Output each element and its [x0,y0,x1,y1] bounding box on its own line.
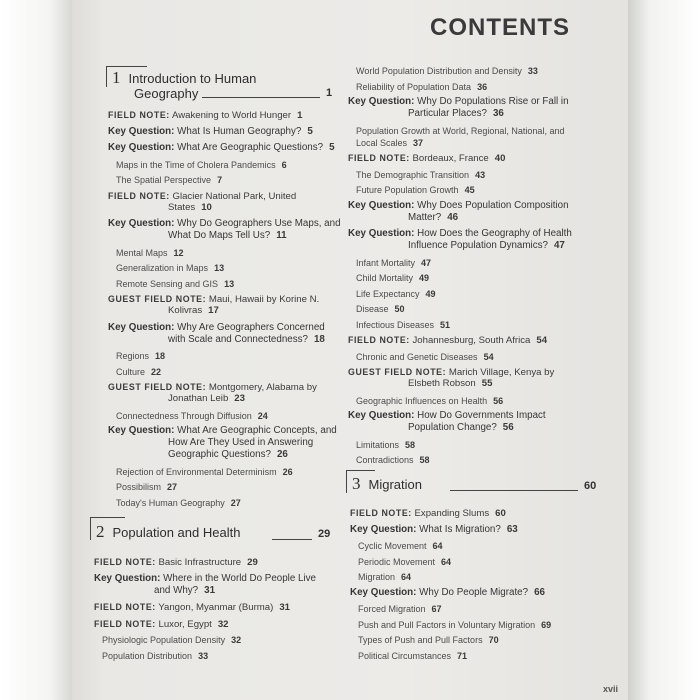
entry-tag: FIELD NOTE: [94,557,156,567]
entry-text: Disease [356,304,389,314]
entry-page: 32 [217,618,229,630]
key-question-entry [348,228,572,240]
key-question-entry [408,212,458,224]
entry-tag: FIELD NOTE: [108,190,170,201]
entry-text: The Demographic Transition [356,169,470,180]
chapter-1-rule [202,97,320,98]
key-question-entry [168,334,325,346]
section-entry [356,272,429,284]
entry-page: 56 [502,422,514,433]
key-question-entry [348,410,546,422]
entry-tag: GUEST FIELD NOTE: [348,367,447,377]
entry-text: Local Scales [356,137,408,148]
page-folio: xvii [602,684,618,694]
entry-page: 6 [281,159,287,170]
entry-text: Awakening to World Hunger [171,110,292,121]
section-entry [356,454,430,466]
entry-tag: FIELD NOTE: [350,508,412,518]
entry-tag: FIELD NOTE: [348,153,410,163]
entry-page: 47 [553,240,565,251]
chapter-1-number: 1 [112,68,121,87]
entry-page: 46 [447,211,459,223]
key-question-entry [350,524,518,536]
entry-page: 54 [536,335,548,346]
entry-page: 64 [441,556,452,567]
entry-text: Particular Places? [408,108,487,119]
entry-text: and Why? [154,584,199,596]
entry-page: 27 [230,497,241,508]
key-question-entry [94,573,316,585]
chapter-3-heading [352,474,422,494]
entry-text: Periodic Movement [358,556,436,567]
chapter-1-heading [112,68,256,88]
section-entry [358,571,411,583]
entry-text: World Population Distribution and Density [356,66,522,76]
entry-text: Why Do People Migrate? [419,586,529,598]
section-entry [358,634,499,646]
section-entry [358,619,551,631]
entry-text: Chronic and Genetic Diseases [356,351,478,362]
key-question-entry [348,96,569,108]
chapter-3-page: 60 [584,480,597,492]
page-title: CONTENTS [430,14,570,41]
section-entry [116,350,165,362]
entry-tag: GUEST FIELD NOTE: [108,382,207,392]
entry-text: Infectious Diseases [356,319,435,330]
entry-text: Bordeaux, France [412,153,489,164]
chapter-2-number: 2 [96,522,105,541]
section-entry [116,278,234,290]
section-entry [358,556,451,568]
entry-text: Why Are Geographers Concerned [177,321,325,333]
key-question-entry [108,218,341,230]
entry-tag: FIELD NOTE: [108,110,170,120]
entry-text: What Are Geographic Concepts, and [177,425,337,436]
entry-text: Kolivras [168,305,203,316]
entry-tag: FIELD NOTE: [94,602,156,612]
section-entry [116,262,224,274]
entry-text: Where in the World Do People Live [163,572,316,584]
entry-text: What Are Geographic Questions? [177,142,324,153]
key-question-entry [408,240,565,252]
entry-text: Types of Push and Pull Factors [358,635,483,645]
entry-text: How Are They Used in Answering [168,437,314,448]
entry-page: 31 [204,584,216,596]
entry-page: 11 [276,230,287,241]
contents-page [72,0,628,700]
entry-tag: Key Question: [108,425,175,436]
chapter-1-title-line1: Introduction to Human [128,71,257,86]
entry-text: Remote Sensing and GIS [116,278,219,289]
entry-page: 37 [413,137,424,148]
entry-page: 13 [214,263,225,273]
chapter-1-page: 1 [326,87,333,99]
entry-page: 18 [313,333,325,345]
entry-text: Population Change? [408,422,497,433]
entry-tag: Key Question: [108,321,175,333]
section-entry [358,540,443,552]
entry-text: Why Does Population Composition [417,199,569,211]
entry-page: 12 [173,247,184,258]
entry-page: 26 [282,466,293,477]
entry-tag: Key Question: [348,410,415,421]
entry-text: Political Circumstances [358,650,452,661]
entry-text: Mental Maps [116,247,168,258]
section-entry [356,439,415,451]
entry-tag: Key Question: [108,142,175,153]
entry-page: 27 [167,482,178,492]
section-entry [356,184,475,196]
entry-page: 36 [492,108,504,119]
entry-tag: Key Question: [108,125,175,137]
entry-text: Montgomery, Alabama by [208,382,317,393]
entry-text: Migration [358,572,396,582]
key-question-entry [168,437,313,449]
section-entry [356,303,405,315]
section-entry [356,169,485,181]
entry-page: 13 [224,278,235,289]
section-entry [356,257,431,269]
entry-text: Physiologic Population Density [102,635,226,645]
entry-text: Forced Migration [358,604,426,614]
entry-page: 55 [481,378,493,389]
key-question-entry [108,322,325,334]
chapter-3-number: 3 [352,474,361,493]
chapter-1-heading-line2 [134,86,198,101]
entry-text: Limitations [356,439,400,450]
right-margin [628,0,700,700]
field-note-entry [348,334,547,347]
key-question-entry [108,126,313,138]
field-note-entry [94,618,229,631]
entry-page: 5 [307,125,313,137]
chapter-1-title-line2: Geography [134,86,199,101]
entry-text: Contradictions [356,455,414,465]
entry-text: Elsbeth Robson [408,378,476,389]
entry-page: 64 [401,572,412,582]
entry-text: Generalization in Maps [116,263,209,273]
section-entry [356,137,423,149]
entry-page: 40 [494,153,506,164]
chapter-2-heading [96,522,240,542]
key-question-entry [408,422,514,434]
section-entry [116,466,293,478]
chapter-2-page: 29 [318,528,331,540]
field-note-entry [108,109,302,122]
entry-text: Geographic Questions? [168,449,271,460]
chapter-3-title: Migration [368,477,422,492]
key-question-entry [350,587,545,599]
entry-text: Expanding Slums [414,508,490,519]
entry-page: 33 [527,66,538,76]
key-question-entry [154,585,215,597]
entry-page: 1 [297,110,303,121]
field-note-entry [168,202,212,214]
entry-page: 66 [534,586,545,598]
entry-tag: Key Question: [348,199,415,211]
entry-page: 29 [247,557,258,568]
section-entry [356,319,450,331]
entry-page: 56 [493,395,504,406]
entry-text: Why Do Populations Rise or Fall in [417,96,569,107]
section-entry [116,366,161,378]
entry-text: Possibilism [116,482,162,492]
entry-text: Infant Mortality [356,257,416,268]
entry-text: with Scale and Connectedness? [168,333,308,345]
field-note-entry [94,556,258,569]
entry-text: How Does the Geography of Health [417,228,572,239]
entry-tag: Key Question: [348,228,415,239]
section-entry [116,497,241,509]
entry-text: Influence Population Dynamics? [408,240,548,251]
section-entry [358,603,442,615]
entry-text: Matter? [408,211,442,223]
entry-page: 47 [421,257,432,268]
entry-text: Connectedness Through Diffusion [116,410,252,421]
entry-page: 10 [201,201,212,213]
entry-page: 24 [257,410,268,421]
entry-page: 54 [483,351,494,362]
entry-text: Population Distribution [102,650,193,661]
entry-text: Maui, Hawaii by Korine N. [208,294,320,305]
entry-text: Culture [116,366,146,377]
entry-page: 58 [419,455,430,465]
entry-text: Child Mortality [356,273,414,283]
section-entry [356,125,564,137]
entry-page: 69 [541,619,552,630]
entry-page: 22 [151,366,162,377]
section-entry [356,65,538,77]
entry-tag: FIELD NOTE: [94,618,156,629]
section-entry [356,81,487,93]
entry-text: Regions [116,351,150,361]
entry-text: What Do Maps Tell Us? [168,230,271,241]
entry-page: 49 [419,273,430,283]
entry-text: Reliability of Population Data [356,81,472,92]
entry-text: Why Do Geographers Use Maps, and [177,218,341,229]
section-entry [116,159,287,171]
key-question-entry [168,449,288,461]
section-entry [116,247,184,259]
entry-text: What Is Human Geography? [177,125,302,137]
entry-text: Yangon, Myanmar (Burma) [158,602,274,613]
entry-text: Basic Infrastructure [158,557,242,568]
entry-page: 49 [425,288,436,299]
section-entry [102,650,208,662]
entry-page: 36 [477,81,488,92]
entry-page: 18 [155,351,166,361]
entry-tag: Key Question: [350,586,417,598]
key-question-entry [348,200,569,212]
section-entry [116,174,222,186]
section-entry [102,634,241,646]
entry-page: 60 [495,508,506,519]
entry-page: 58 [405,439,416,450]
section-entry [116,481,177,493]
key-question-entry [108,142,335,154]
entry-text: Marich Village, Kenya by [448,367,555,378]
field-note-entry [168,305,219,317]
entry-page: 31 [279,602,290,613]
entry-tag: Key Question: [348,96,415,107]
entry-text: Luxor, Egypt [158,618,212,630]
entry-page: 7 [217,175,223,185]
entry-text: Future Population Growth [356,185,459,195]
entry-page: 64 [432,541,443,551]
field-note-entry [94,601,290,614]
entry-text: Geographic Influences on Health [356,395,488,406]
entry-tag: GUEST FIELD NOTE: [108,294,207,304]
entry-page: 63 [506,523,518,535]
left-margin [0,0,72,700]
entry-text: Rejection of Environmental Determinism [116,466,277,477]
entry-text: The Spatial Perspective [116,175,212,185]
entry-page: 17 [208,305,219,316]
section-entry [358,650,467,662]
chapter-2-rule [272,539,312,540]
entry-page: 51 [440,319,451,330]
entry-text: States [168,201,196,213]
section-entry [116,410,268,422]
entry-text: Life Expectancy [356,288,420,299]
entry-text: Maps in the Time of Cholera Pandemics [116,159,276,170]
entry-page: 23 [234,393,245,404]
entry-page: 33 [198,650,209,661]
chapter-2-title: Population and Health [112,525,241,540]
entry-text: How Do Governments Impact [417,410,546,421]
field-note-entry [350,507,506,520]
field-note-entry [348,152,505,165]
entry-tag: Key Question: [94,572,161,584]
section-entry [356,395,503,407]
entry-page: 67 [431,604,442,614]
entry-text: What Is Migration? [419,523,501,535]
entry-text: Cyclic Movement [358,541,427,551]
entry-page: 70 [488,635,499,645]
entry-page: 50 [394,304,405,314]
entry-text: Today's Human Geography [116,497,225,508]
entry-text: Glacier National Park, United [172,190,297,202]
entry-tag: Key Question: [350,523,417,535]
entry-page: 26 [276,449,288,460]
section-entry [356,351,494,363]
key-question-entry [408,108,504,120]
entry-page: 45 [464,185,475,195]
entry-page: 32 [231,635,242,645]
entry-page: 5 [329,142,335,153]
section-entry [356,288,436,300]
field-note-entry [168,393,245,405]
chapter-3-rule [450,490,578,491]
key-question-entry [168,230,287,242]
entry-text: Jonathan Leib [168,393,229,404]
entry-page: 43 [475,169,486,180]
entry-tag: FIELD NOTE: [348,335,410,345]
entry-text: Johannesburg, South Africa [412,335,531,346]
entry-text: Push and Pull Factors in Voluntary Migration [358,619,536,630]
entry-text: Population Growth at World, Regional, National, and [356,125,565,136]
field-note-entry [408,378,492,390]
key-question-entry [108,425,337,437]
entry-tag: Key Question: [108,218,175,229]
entry-page: 71 [457,650,468,661]
